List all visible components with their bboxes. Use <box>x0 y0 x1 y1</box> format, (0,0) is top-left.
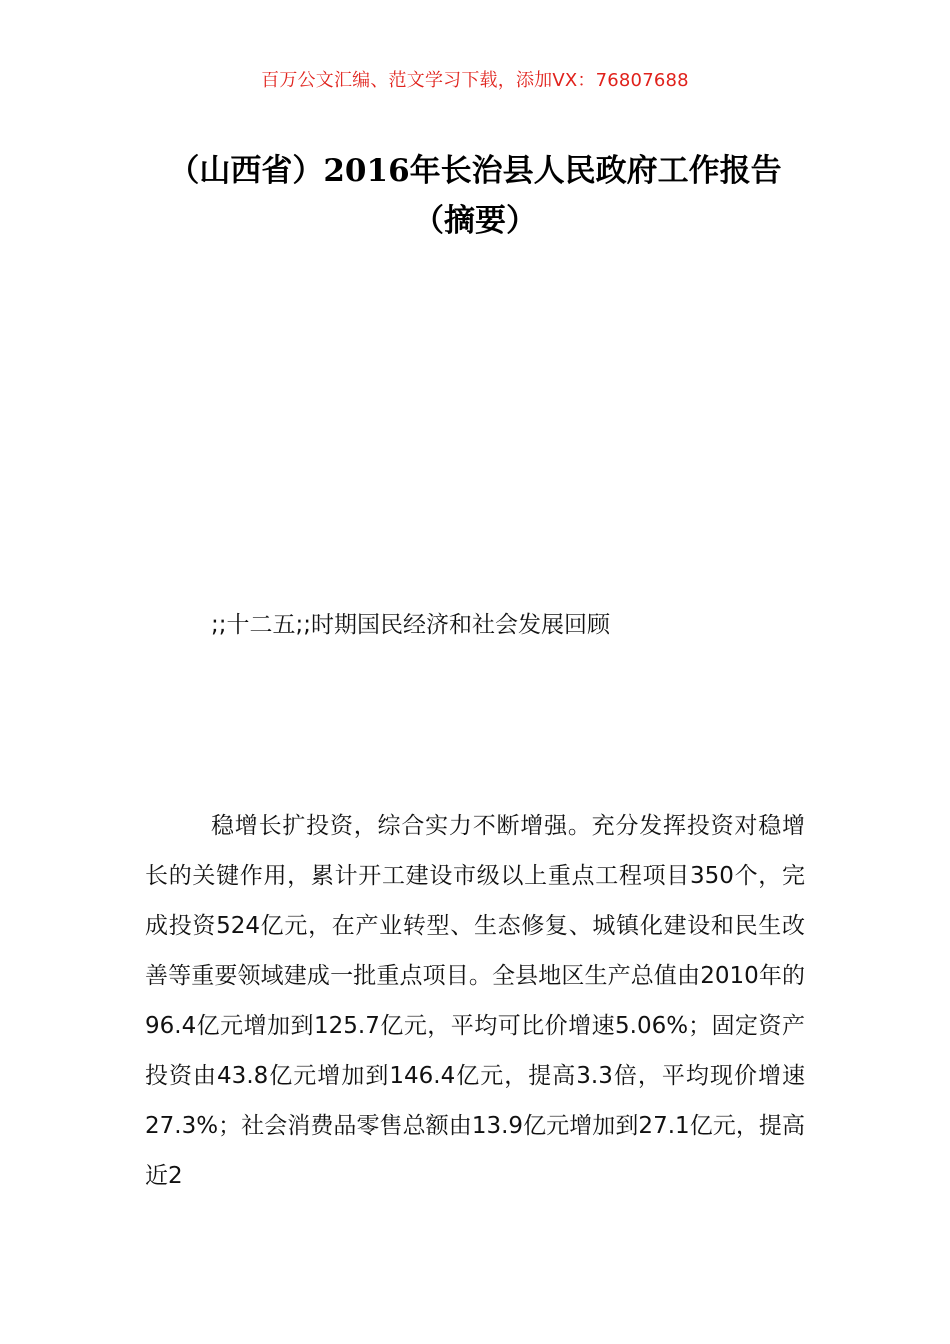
document-title: （山西省）2016年长治县人民政府工作报告（摘要） <box>168 153 782 239</box>
body-paragraph: 稳增长扩投资，综合实力不断增强。充分发挥投资对稳增长的关键作用，累计开工建设市级以上重点工程项目350个，完成投资524亿元，在产业转型、生态修复、城镇化建设和民生改善等重要领域建成一批重点项目。全县地区生产总值由2010年的96.4亿元增加到125.7亿元，平均可比价增速5.06%；固定资产投资由43.8亿元增加到146.4亿元，提高3.3倍，平均现价增速27.3%；社会消费品零售总额由13.9亿元增加到27.1亿元，提高近2 <box>145 813 805 1189</box>
header-contact-note: 百万公文汇编、范文学习下载，添加VX：76807688 <box>261 70 689 91</box>
section-heading: ;;十二五;;时期国民经济和社会发展回顾 <box>211 612 610 638</box>
